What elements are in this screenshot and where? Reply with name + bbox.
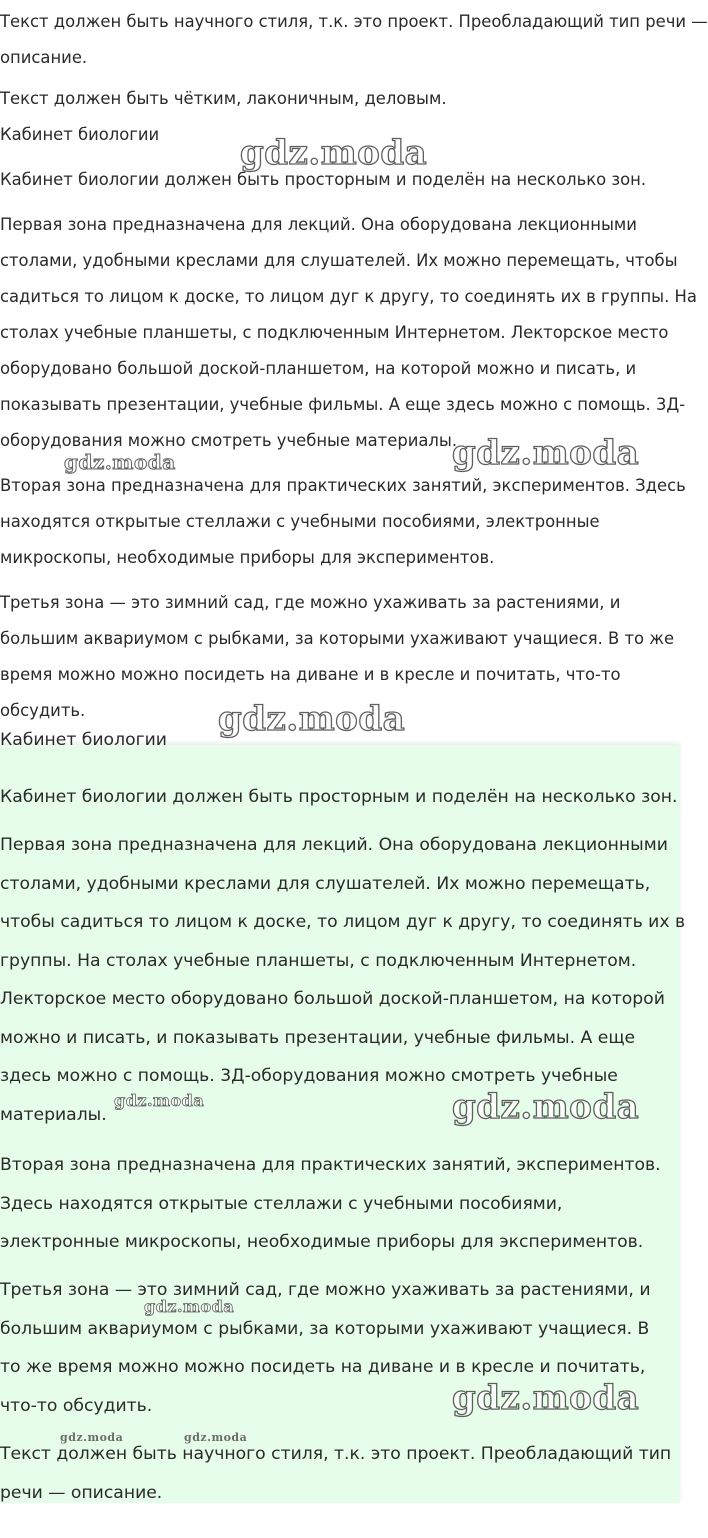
watermark: gdz.moda — [64, 450, 176, 474]
text-line: что-то обсудить. — [0, 1395, 153, 1416]
text-line: материалы. — [0, 1104, 107, 1125]
watermark: gdz.moda — [184, 1431, 248, 1444]
text-line: Текст должен быть научного стиля, т.к. это проект. Преобладающий тип — [0, 1444, 672, 1464]
watermark: gdz.moda — [452, 433, 640, 473]
watermark: gdz.moda — [452, 1087, 640, 1127]
bottom-section — [0, 730, 686, 1503]
top-section — [0, 0, 708, 745]
text-line: речи — описание. — [0, 1482, 163, 1503]
watermark: gdz.moda — [218, 699, 406, 739]
watermark: gdz.moda — [114, 1091, 205, 1110]
text-line: Лекторское место оборудовано большой доской-планшетом, на которой — [0, 989, 665, 1009]
watermark: gdz.moda — [452, 1378, 640, 1418]
text-line: можно и писать, и показывать презентации, учебные фильмы. А еще — [0, 1027, 636, 1048]
zone2-paragraph — [0, 468, 686, 576]
intro-paragraph — [0, 4, 708, 76]
text-line: Вторая зона предназначена для практических занятий, экспериментов. Здесь — [0, 476, 686, 495]
text-line: столами, удобными креслами для слушателей. Их можно перемещать, — [0, 873, 651, 894]
text-line: садиться то лицом к доске, то лицом дуг к другу, то соединять их в группы. На — [0, 287, 697, 306]
zone2-paragraph — [0, 1146, 680, 1262]
text-line: здесь можно с помощь. 3Д-оборудования можно смотреть учебные — [0, 1066, 618, 1086]
text-line: оборудовано большой доской-планшетом, на которой можно и писать, и — [0, 359, 637, 378]
text-line: Третья зона — это зимний сад, где можно ухаживать за растениями, и — [0, 1280, 651, 1300]
zone1-paragraph — [0, 207, 697, 459]
text-line: большим аквариумом с рыбками, за которыми ухаживают учащиеся. В то же — [0, 629, 675, 648]
text-line: микроскопы, необходимые приборы для экспериментов. — [0, 548, 495, 567]
text-line: то же время можно можно посидеть на диване и в кресле и почитать, — [0, 1357, 646, 1377]
text-line: Первая зона предназначена для лекций. Она оборудована лекционными — [0, 835, 668, 855]
closing-paragraph — [0, 1435, 680, 1512]
text-line: столах учебные планшеты, с подключенным Интернетом. Лекторское место — [0, 323, 669, 342]
text-line: показывать презентации, учебные фильмы. А еще здесь можно с помощь. 3Д- — [0, 395, 686, 414]
text-line: Первая зона предназначена для лекций. Она оборудована лекционными — [0, 215, 637, 234]
text-line: находятся открытые стеллажи с учебными пособиями, электронные — [0, 512, 600, 531]
intro-sentence: Кабинет биологии должен быть просторным и поделён на несколько зон. — [0, 170, 647, 189]
text-line: Текст должен быть научного стиля, т.к. это проект. Преобладающий тип речи — — [0, 12, 708, 31]
section-heading: Кабинет биологии — [0, 125, 160, 144]
text-line: большим аквариумом с рыбками, за которыми ухаживают учащиеся. В — [0, 1318, 650, 1339]
text-line: столами, удобными креслами для слушателей. Их можно перемещать, чтобы — [0, 251, 678, 270]
watermark: gdz.moda — [60, 1431, 124, 1444]
text-line: описание. — [0, 48, 88, 67]
style-note: Текст должен быть чётким, лаконичным, деловым. — [0, 89, 447, 108]
text-line: электронные микроскопы, необходимые приборы для экспериментов. — [0, 1232, 644, 1252]
text-line: время можно можно посидеть на диване и в кресле и почитать, что-то — [0, 665, 621, 684]
watermark: gdz.moda — [144, 1297, 235, 1316]
text-line: Третья зона — это зимний сад, где можно ухаживать за растениями, и — [0, 593, 621, 612]
intro-sentence: Кабинет биологии должен быть просторным и поделён на несколько зон. — [0, 787, 678, 807]
text-line: обсудить. — [0, 701, 86, 720]
text-line: чтобы садиться то лицом к доске, то лицом дуг к другу, то соединять их в — [0, 912, 686, 932]
watermark: gdz.moda — [240, 133, 428, 173]
text-line: группы. На столах учебные планшеты, с подключенным Интернетом. — [0, 950, 637, 971]
text-line: Вторая зона предназначена для практических занятий, экспериментов. — [0, 1155, 661, 1175]
text-line: Здесь находятся открытые стеллажи с учебными пособиями, — [0, 1193, 563, 1214]
section-heading-cut: Кабинет биологии — [0, 730, 167, 750]
text-line: оборудования можно смотреть учебные материалы. — [0, 431, 458, 450]
